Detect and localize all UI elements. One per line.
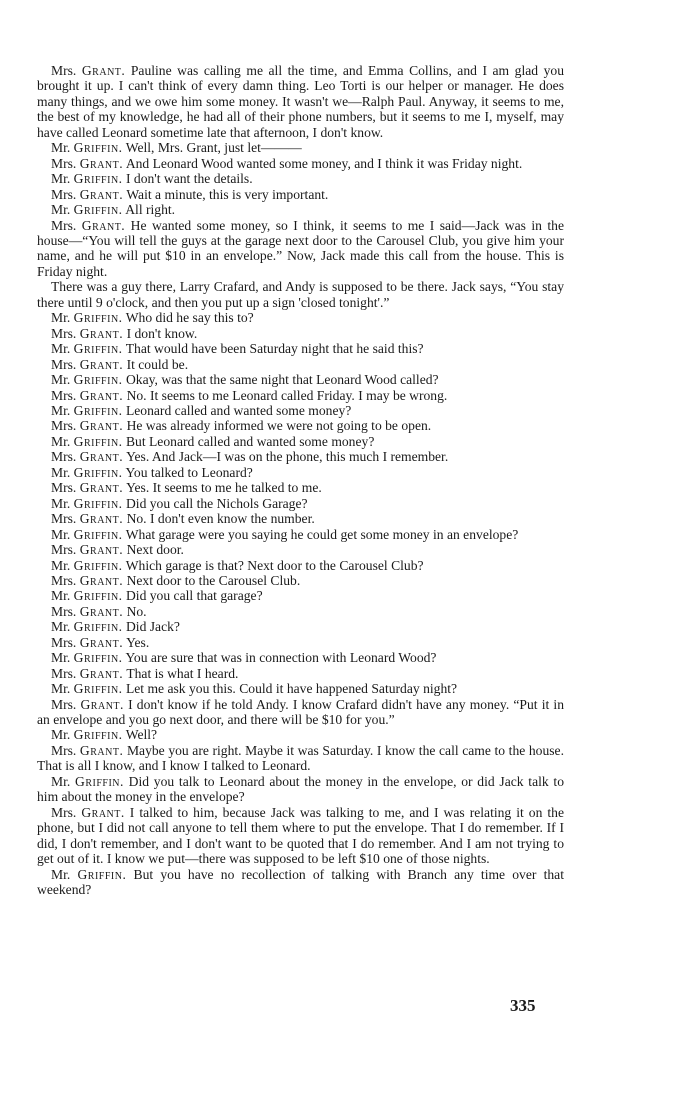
testimony-text: Yes. And Jack—I was on the phone, this much I remember.	[126, 449, 449, 465]
testimony-text: No. I don't even know the number.	[126, 511, 315, 527]
speaker-name: Grant.	[79, 155, 124, 171]
transcript-paragraph	[37, 403, 564, 418]
transcript-paragraph	[37, 388, 564, 403]
testimony-text: Leonard called and wanted some money?	[125, 402, 352, 418]
speaker-name: Griffin.	[73, 495, 123, 511]
speaker-name: Grant.	[80, 696, 124, 712]
testimony-text: Which garage is that? Next door to the Carousel Club?	[125, 557, 424, 573]
speaker-title: Mrs.	[51, 603, 77, 619]
speaker-title: Mr.	[51, 433, 71, 449]
speaker-title: Mrs.	[51, 696, 77, 712]
transcript-paragraph	[37, 635, 564, 650]
speaker-name: Griffin.	[73, 526, 123, 542]
testimony-text: You are sure that was in connection with Leonard Wood?	[125, 650, 437, 666]
transcript-paragraph	[37, 218, 564, 280]
transcript-body	[37, 63, 564, 897]
transcript-paragraph	[37, 542, 564, 557]
testimony-text: Who did he say this to?	[125, 310, 254, 326]
transcript-paragraph	[37, 743, 564, 774]
speaker-name: Grant.	[79, 418, 124, 434]
speaker-name: Griffin.	[73, 557, 123, 573]
testimony-text: But you have no recollection of talking with Branch any time over that weekend?	[37, 866, 564, 898]
transcript-paragraph	[37, 727, 564, 742]
speaker-name: Griffin.	[73, 619, 123, 635]
speaker-name: Grant.	[79, 603, 124, 619]
testimony-text: It could be.	[126, 356, 189, 372]
speaker-title: Mr.	[51, 727, 71, 743]
transcript-paragraph	[37, 619, 564, 634]
transcript-paragraph	[37, 697, 564, 728]
testimony-text: Did you call that garage?	[125, 588, 263, 604]
transcript-paragraph	[37, 573, 564, 588]
transcript-paragraph	[37, 310, 564, 325]
speaker-name: Grant.	[81, 63, 126, 78]
speaker-title: Mr.	[51, 495, 71, 511]
transcript-paragraph	[37, 449, 564, 464]
speaker-title: Mrs.	[51, 63, 77, 78]
speaker-name: Griffin.	[73, 433, 123, 449]
transcript-paragraph	[37, 372, 564, 387]
speaker-title: Mrs.	[51, 542, 77, 558]
speaker-name: Grant.	[79, 480, 124, 496]
speaker-title: Mrs.	[51, 449, 77, 465]
transcript-paragraph	[37, 774, 564, 805]
testimony-text: Let me ask you this. Could it have happened Saturday night?	[125, 681, 458, 697]
speaker-title: Mr.	[51, 171, 71, 187]
transcript-paragraph	[37, 511, 564, 526]
speaker-title: Mr.	[51, 402, 71, 418]
speaker-title: Mr.	[51, 140, 71, 156]
speaker-title: Mrs.	[51, 418, 77, 434]
testimony-text: But Leonard called and wanted some money?	[125, 433, 375, 449]
testimony-text: All right.	[125, 202, 176, 218]
testimony-text: Well, Mrs. Grant, just let———	[125, 140, 302, 156]
speaker-title: Mr.	[51, 557, 71, 573]
speaker-title: Mr.	[51, 372, 71, 388]
testimony-text: That would have been Saturday night that he said this?	[125, 341, 424, 357]
transcript-paragraph	[37, 279, 564, 310]
transcript-paragraph	[37, 202, 564, 217]
speaker-title: Mrs.	[51, 665, 77, 681]
speaker-title: Mr.	[51, 773, 71, 789]
testimony-text: Next door to the Carousel Club.	[126, 572, 301, 588]
testimony-text: Did you call the Nichols Garage?	[125, 495, 308, 511]
transcript-paragraph	[37, 805, 564, 867]
speaker-title: Mrs.	[51, 634, 77, 650]
transcript-paragraph	[37, 666, 564, 681]
speaker-title: Mr.	[51, 619, 71, 635]
speaker-title: Mr.	[51, 650, 71, 666]
testimony-text: Maybe you are right. Maybe it was Saturday. I know the call came to the house. That is all I know, and I know I talked to Leonard.	[37, 742, 564, 774]
speaker-name: Grant.	[79, 325, 124, 341]
speaker-name: Grant.	[79, 742, 124, 758]
transcript-paragraph	[37, 588, 564, 603]
speaker-name: Griffin.	[73, 202, 123, 218]
speaker-title: Mrs.	[51, 511, 77, 527]
speaker-name: Griffin.	[73, 727, 123, 743]
speaker-name: Grant.	[79, 186, 124, 202]
transcript-paragraph	[37, 357, 564, 372]
speaker-name: Grant.	[79, 572, 124, 588]
transcript-paragraph	[37, 867, 564, 898]
speaker-title: Mrs.	[51, 804, 77, 820]
speaker-name: Griffin.	[75, 773, 124, 789]
speaker-name: Grant.	[79, 356, 124, 372]
speaker-name: Grant.	[79, 542, 124, 558]
speaker-title: Mrs.	[51, 480, 77, 496]
speaker-name: Griffin.	[73, 140, 123, 156]
testimony-text: I don't know.	[126, 325, 198, 341]
testimony-text: Wait a minute, this is very important.	[126, 186, 329, 202]
transcript-paragraph	[37, 650, 564, 665]
transcript-paragraph	[37, 681, 564, 696]
speaker-title: Mr.	[51, 526, 71, 542]
speaker-name: Griffin.	[73, 681, 123, 697]
testimony-text: There was a guy there, Larry Crafard, and Andy is supposed to be there. Jack says, “You stay there until 9 o'clock, and then you put up a sign 'closed tonight'.”	[37, 279, 564, 310]
speaker-title: Mr.	[51, 202, 71, 218]
speaker-name: Griffin.	[73, 341, 123, 357]
speaker-title: Mrs.	[51, 155, 77, 171]
testimony-text: I don't know if he told Andy. I know Crafard didn't have any money. “Put it in an envelope and you go next door, and there will be $10 for you.”	[37, 696, 565, 728]
testimony-text: Yes.	[126, 634, 150, 650]
speaker-title: Mrs.	[51, 325, 77, 341]
testimony-text: Okay, was that the same night that Leonard Wood called?	[125, 372, 439, 388]
speaker-title: Mr.	[51, 681, 71, 697]
testimony-text: Well?	[125, 727, 158, 743]
speaker-title: Mr.	[51, 341, 71, 357]
speaker-title: Mrs.	[51, 356, 77, 372]
speaker-name: Griffin.	[73, 310, 123, 326]
transcript-paragraph	[37, 465, 564, 480]
testimony-text: That is what I heard.	[126, 665, 239, 681]
transcript-paragraph	[37, 496, 564, 511]
speaker-title: Mr.	[51, 464, 71, 480]
testimony-text: No. It seems to me Leonard called Friday. I may be wrong.	[126, 387, 448, 403]
transcript-paragraph	[37, 418, 564, 433]
speaker-name: Griffin.	[73, 464, 123, 480]
testimony-text: Did Jack?	[125, 619, 180, 635]
testimony-text: No.	[126, 603, 147, 619]
transcript-paragraph	[37, 527, 564, 542]
transcript-paragraph	[37, 480, 564, 495]
transcript-paragraph	[37, 140, 564, 155]
speaker-name: Grant.	[79, 449, 124, 465]
speaker-title: Mrs.	[51, 572, 77, 588]
speaker-title: Mrs.	[51, 387, 77, 403]
speaker-title: Mr.	[51, 310, 71, 326]
testimony-text: Yes. It seems to me he talked to me.	[126, 480, 322, 496]
speaker-name: Griffin.	[73, 171, 123, 187]
testimony-text: I don't want the details.	[125, 171, 253, 187]
speaker-name: Grant.	[81, 804, 125, 820]
testimony-text: He wanted some money, so I think, it seems to me I said—Jack was in the house—“You will tell the guys at the garage next door to the Carousel Club, you give him your name, and he will put $10 in an envelope.” Now, Jack made this call from the house. This is Friday night.	[37, 217, 564, 279]
transcript-paragraph	[37, 604, 564, 619]
speaker-name: Grant.	[79, 634, 124, 650]
speaker-title: Mr.	[51, 866, 71, 882]
transcript-paragraph	[37, 558, 564, 573]
transcript-paragraph	[37, 326, 564, 341]
speaker-title: Mr.	[51, 588, 71, 604]
testimony-text: Next door.	[126, 542, 184, 558]
speaker-name: Griffin.	[73, 402, 123, 418]
speaker-title: Mrs.	[51, 217, 77, 233]
transcript-paragraph	[37, 63, 564, 140]
speaker-name: Griffin.	[73, 588, 123, 604]
speaker-name: Grant.	[79, 387, 124, 403]
speaker-name: Griffin.	[73, 650, 123, 666]
testimony-text: He was already informed we were not going to be open.	[126, 418, 432, 434]
speaker-title: Mrs.	[51, 186, 77, 202]
speaker-name: Grant.	[81, 217, 126, 233]
transcript-paragraph	[37, 341, 564, 356]
page-number: 335	[510, 996, 536, 1015]
testimony-text: I talked to him, because Jack was talking to me, and I was relating it on the phone, but I did not call anyone to tell them where to put the envelope. That I do remember. If I did, I don't remember, and I don't want to be quoted that I do remember. And I am not trying to get out of it. I know we put—there was supposed to be left $10 one of those nights.	[37, 804, 564, 867]
speaker-name: Grant.	[79, 665, 124, 681]
transcript-paragraph	[37, 171, 564, 186]
testimony-text: Pauline was calling me all the time, and Emma Collins, and I am glad you brought it up. I can't think of every damn thing. Leo Torti is our helper or manager. He does many things, and we owe him some money. It wasn't we—Ralph Paul. Anyway, it seems to me, the best of my knowledge, he had all of their phone numbers, but it seems to me I, myself, may have called Leonard sometime late that afternoon, I don't know.	[37, 63, 564, 140]
speaker-name: Grant.	[79, 511, 124, 527]
testimony-text: What garage were you saying he could get some money in an envelope?	[125, 526, 519, 542]
testimony-text: Did you talk to Leonard about the money in the envelope, or did Jack talk to him about the money in the envelope?	[37, 773, 565, 805]
transcript-paragraph	[37, 187, 564, 202]
speaker-title: Mrs.	[51, 742, 77, 758]
speaker-name: Griffin.	[77, 866, 127, 882]
speaker-name: Griffin.	[73, 372, 123, 388]
transcript-paragraph	[37, 156, 564, 171]
testimony-text: And Leonard Wood wanted some money, and I think it was Friday night.	[125, 155, 523, 171]
transcript-paragraph	[37, 434, 564, 449]
testimony-text: You talked to Leonard?	[125, 464, 253, 480]
